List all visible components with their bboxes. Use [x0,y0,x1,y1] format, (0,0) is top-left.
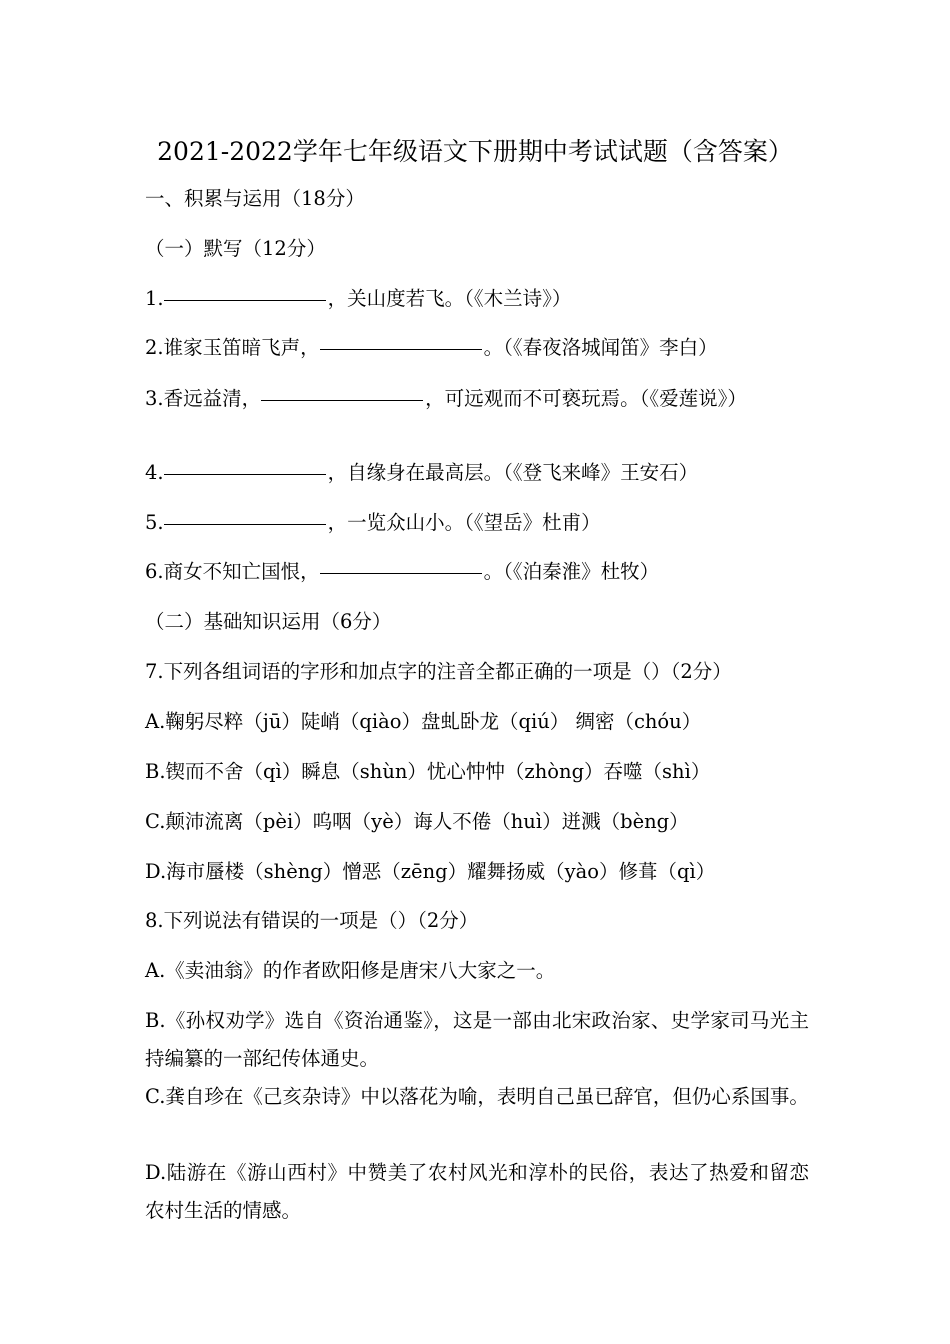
answer-blank[interactable] [261,399,423,401]
question-7-option-d: D.海市蜃楼（shèng）憎恶（zēng）耀舞扬威（yào）修葺（qì） [145,860,716,883]
question-7-option-a: A.鞠躬尽粹（jū）陡峭（qiào）盘虬卧龙（qiú） 绸密（chóu） [145,710,702,733]
question-prefix: 6.商女不知亡国恨， [145,560,320,583]
question-8-option-d: D.陆游在《游山西村》中赞美了农村风光和淳朴的民俗，表达了热爱和留恋农村生活的情感。 [145,1161,809,1222]
question-suffix: ，可远观而不可亵玩焉。（《爱莲说》） [425,387,747,410]
subsection-heading: （二）基础知识运用（6分） [145,610,392,633]
question-prefix: 2.谁家玉笛暗飞声， [145,336,320,359]
question-suffix: 。（《泊秦淮》杜牧） [483,560,660,583]
question-7-option-c: C.颠沛流离（pèi）呜咽（yè）诲人不倦（huì）迸溅（bèng） [145,810,689,833]
question-7-option-b: B.锲而不舍（qì）瞬息（shùn）忧心忡忡（zhòng）吞噬（shì） [145,760,711,783]
question-6 [145,555,809,589]
page-title: 2021-2022学年七年级语文下册期中考试试题（含答案） [157,137,793,166]
answer-blank[interactable] [164,523,326,525]
question-8-option-b: B.《孙权劝学》选自《资治通鉴》，这是一部由北宋政治家、史学家司马光主持编纂的一部纪传体通史。 [145,1009,809,1070]
question-prefix: 1. [145,287,164,310]
question-suffix: ，关山度若飞。（《木兰诗》） [327,287,572,310]
answer-blank[interactable] [320,572,482,574]
question-8-option-c: C.龚自珍在《己亥杂诗》中以落花为喻，表明自己虽已辞官，但仍心系国事。 [145,1085,809,1108]
question-7-stem: 7.下列各组词语的字形和加点字的注音全都正确的一项是（）（2分） [145,660,732,683]
question-suffix: ，一览众山小。（《望岳》杜甫） [327,511,601,534]
question-4 [145,456,809,490]
answer-blank[interactable] [164,473,326,475]
question-suffix: 。（《春夜洛城闻笛》李白） [483,336,718,359]
question-prefix: 5. [145,511,164,534]
question-8-option-a: A.《卖油翁》的作者欧阳修是唐宋八大家之一。 [145,959,556,982]
question-prefix: 3.香远益清， [145,387,262,410]
subsection-heading: （一）默写（12分） [145,237,326,260]
question-suffix: ，自缘身在最高层。（《登飞来峰》王安石） [327,461,699,484]
question-1 [145,282,809,316]
question-3 [145,380,809,418]
question-8-stem: 8.下列说法有错误的一项是（）（2分） [145,909,479,932]
answer-blank[interactable] [320,348,482,350]
answer-blank[interactable] [164,299,326,301]
question-2 [145,331,809,365]
question-prefix: 4. [145,461,164,484]
question-5 [145,506,809,540]
section-heading: 一、积累与运用（18分） [145,187,365,210]
